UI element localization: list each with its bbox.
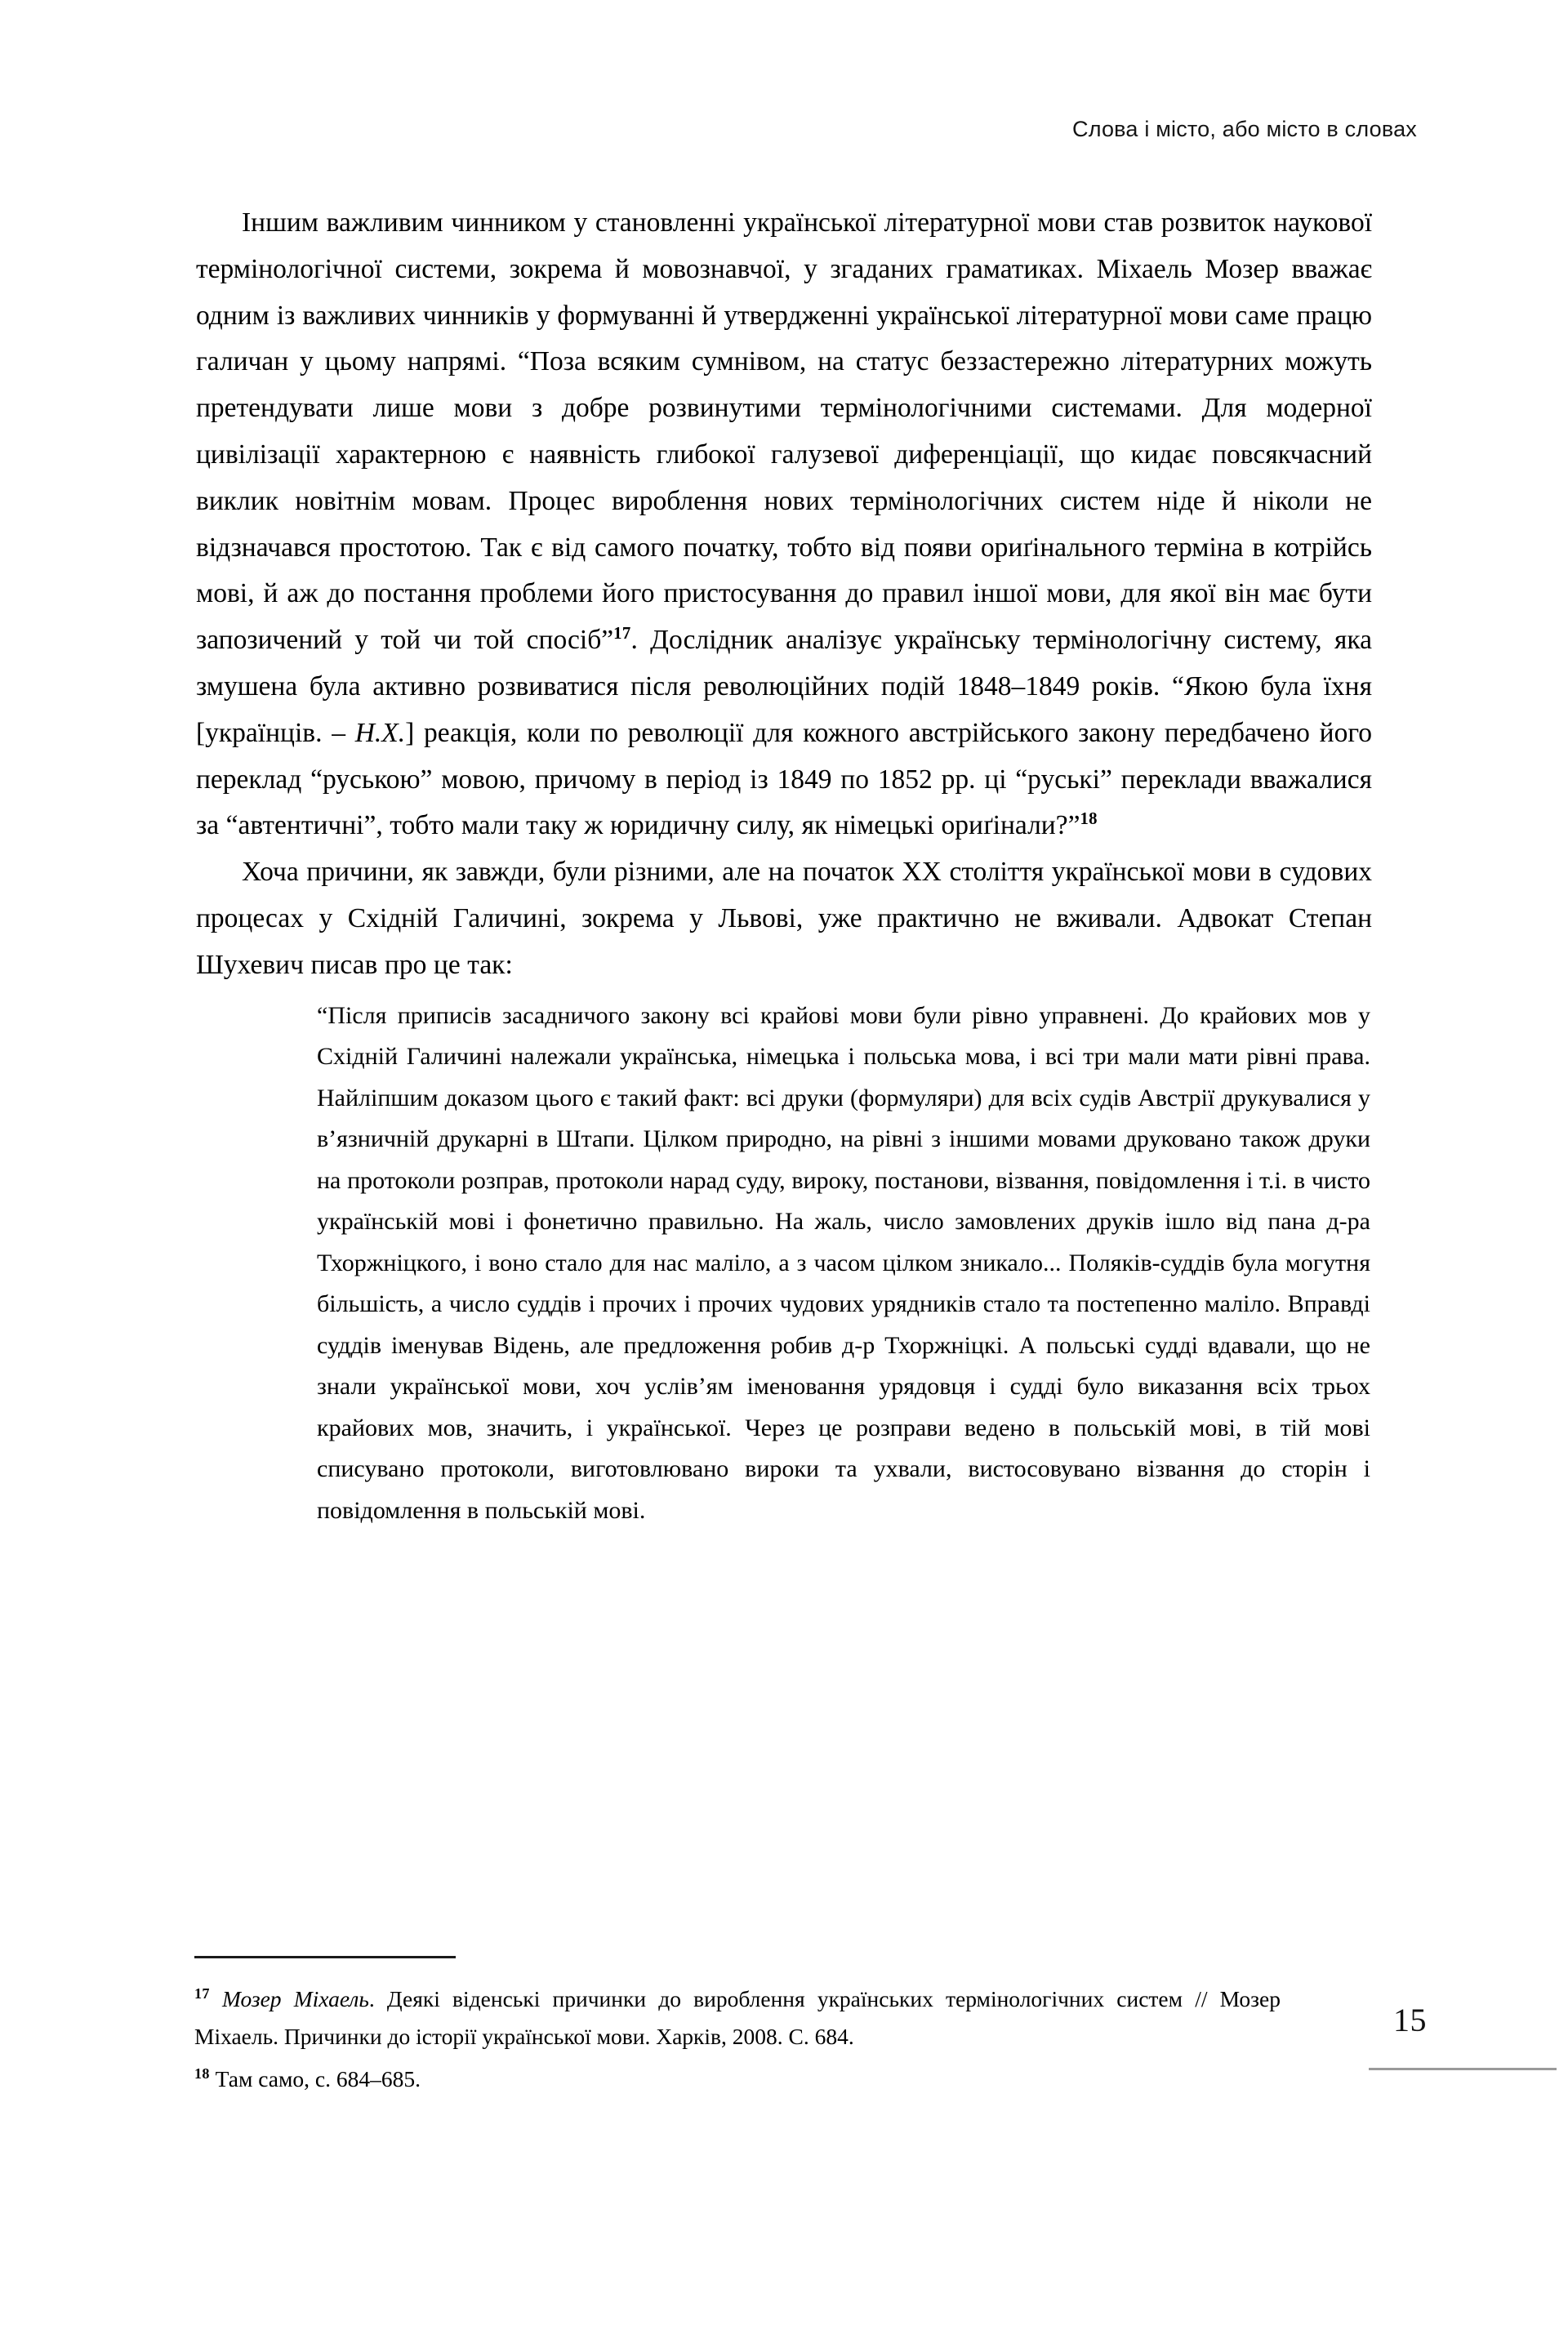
paragraph-second: Хоча причини, як завжди, були різними, але на початок XX століття української мови в судових процесах у Східній Галичині, зокрема у Львові, уже практично не вживали. Адвокат Степан Шухевич писав про це так: bbox=[196, 857, 1372, 980]
footnote-separator-rule bbox=[194, 1956, 456, 1958]
footnote-item-18 bbox=[194, 2060, 1281, 2098]
footnote-reference-17[interactable]: 17 bbox=[613, 624, 631, 644]
main-text-column bbox=[196, 200, 1372, 1531]
blockquote bbox=[196, 996, 1372, 1532]
paragraph-first bbox=[196, 200, 1372, 849]
running-head: Слова і місто, або місто в словах bbox=[1072, 117, 1417, 141]
footnote-number-17: 17 bbox=[194, 1984, 210, 2002]
footnote-body-18: Там само, с. 684–685. bbox=[215, 2066, 421, 2091]
paragraph-first-text-b: . Дослідник аналізує українську термінологічну систему, яка змушена була активно розвиватися після революційних подій 1848–1849 років. “Якою була їхня [українців. – bbox=[196, 625, 1373, 748]
footnote-item-17 bbox=[194, 1980, 1281, 2056]
footnote-author-17: Мозер Міхаель bbox=[221, 1986, 369, 2011]
page-number: 15 bbox=[1393, 2002, 1427, 2038]
footnote-reference-18[interactable]: 18 bbox=[1080, 809, 1098, 829]
footnote-body-17: . Деякі віденські причинки до вироблення українських термінологічних систем // Мозер Міхаель. Причинки до історії української мови. Харків, 2008. С. 684. bbox=[194, 1986, 1281, 2049]
paragraph-first-text-a: Іншим важливим чинником у становленні української літературної мови став розвиток наукової термінологічної системи, зокрема й мовознавчої, у згаданих граматиках. Міхаель Мозер вважає одним із важливих чинників у формуванні й утвердженні української літературної мови саме працю галичан у цьому напрямі. “Поза всяким сумнівом, на статус беззастережно літературних можуть претендувати лише мови з добре розвинутими термінологічними системами. Для модерної цивілізації характерною є наявність глибокої галузевої диференціації, що кидає повсякчасний виклик новітнім мовам. Процес вироблення нових термінологічних систем ніде й ніколи не відзначався простотою. Так є від самого початку, тобто від появи ориґінального терміна в котрійсь мові, й аж до постання проблеми його пристосування до правил іншої мови, для якої він має бути запозичений у той чи той спосіб” bbox=[196, 207, 1372, 656]
blockquote-text: “Після приписів засадничого закону всі крайові мови були рівно управнені. До крайових мов у Східній Галичині належали українська, німецька і польська мова, і всі три мали мати рівні права. Найліпшим доказом цього є такий факт: всі друки (формуляри) для всіх судів Австрії друкувалися у в’язничній друкарні в Штапи. Цілком природно, на рівні з іншими мовами друковано також друки на протоколи розправ, протоколи нарад суду, вироку, постанови, візвання, повідомлення і т.і. в чисто українській мові і фонетично правильно. На жаль, число замовлених друків ішло від пана д-ра Тхоржніцкого, і воно стало для нас маліло, а з часом цілком зникало... Поляків-суддів була могутня більшість, а число суддів і прочих і прочих чудових урядників стало та постепенно маліло. Вправді суддів іменував Відень, але предложення робив д-р Тхоржніцкі. А польські судді вдавали, що не знали української мови, хоч услів’ям іменовання урядовця і судді було виказання всіх трьох крайових мов, значить, і української. Через це розправи ведено в польській мові, в тій мові списувано протоколи, виготовлювано вироки та ухвали, вистосовувано візвання до сторін і повідомлення в польській мові. bbox=[317, 1001, 1370, 1524]
paragraph-first-text-c: ] реакція, коли по революції для кожного австрійського закону передбачено його переклад “руською” мовою, причому в період із 1849 по 1852 рр. ці “руські” переклади вважалися за “автентичні”, тобто мали таку ж юридичну силу, як німецькі ориґінали?” bbox=[196, 717, 1372, 841]
editorial-initials: Н.Х. bbox=[354, 717, 406, 748]
folio-rule bbox=[1369, 2068, 1557, 2070]
footnote-number-18: 18 bbox=[194, 2065, 210, 2082]
footnote-list bbox=[194, 1980, 1281, 2103]
